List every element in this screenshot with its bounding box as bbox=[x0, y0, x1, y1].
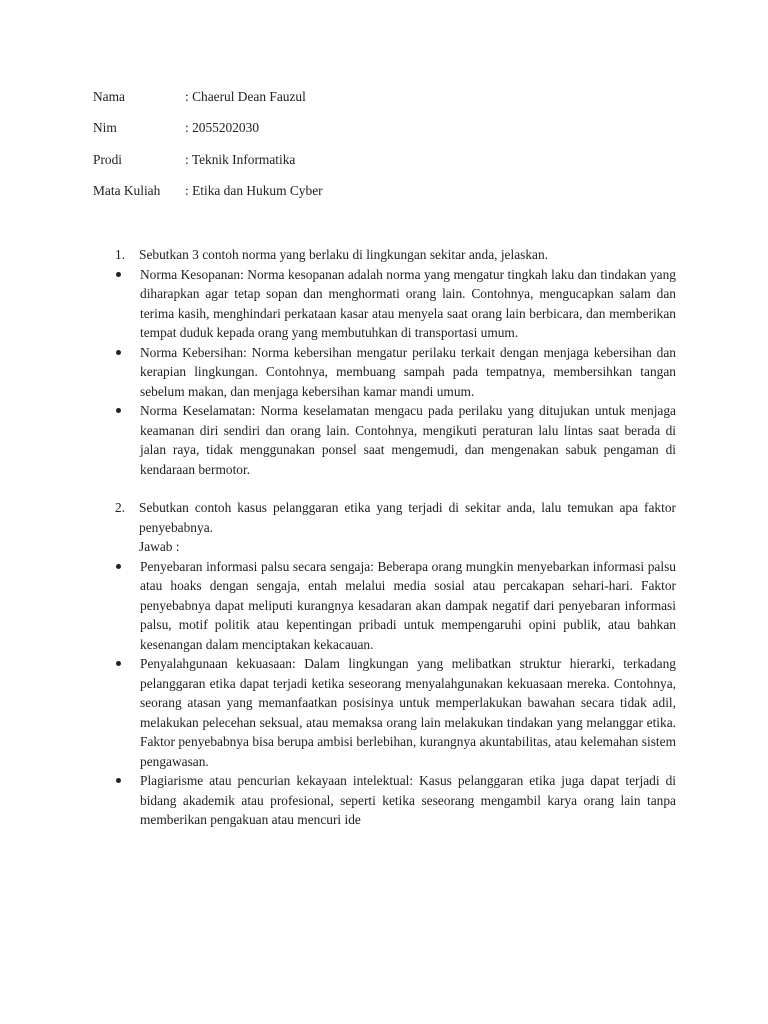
info-value: : Etika dan Hukum Cyber bbox=[185, 182, 323, 198]
question-2 bbox=[93, 498, 676, 830]
answer-item bbox=[93, 557, 676, 655]
info-row-nama bbox=[93, 87, 323, 118]
info-label: Mata Kuliah bbox=[93, 182, 161, 198]
answer-text: Plagiarisme atau pencurian kekayaan intelektual: Kasus pelanggaran etika juga dapat terjadi di bidang akademik atau profesional, seperti ketika seseorang mengambil karya orang lain tanpa memberikan pengakuan atau mencuri ide bbox=[140, 773, 676, 827]
info-value: : 2055202030 bbox=[185, 120, 260, 136]
info-row-nim bbox=[93, 118, 323, 149]
question-number: 1. bbox=[115, 247, 126, 262]
info-label: Nama bbox=[93, 89, 125, 104]
answer-item bbox=[93, 401, 676, 479]
answer-list bbox=[139, 265, 676, 480]
answer-item bbox=[93, 265, 676, 343]
bullet-icon bbox=[116, 564, 121, 569]
student-info bbox=[93, 87, 323, 212]
question-text: Sebutkan contoh kasus pelanggaran etika yang terjadi di sekitar anda, lalu temukan apa faktor penyebabnya. bbox=[139, 500, 676, 535]
question-list bbox=[93, 245, 676, 830]
question-number: 2. bbox=[115, 500, 126, 515]
bullet-icon bbox=[116, 661, 121, 666]
bullet-icon bbox=[116, 272, 121, 277]
answer-item bbox=[93, 771, 676, 830]
info-row-prodi bbox=[93, 150, 323, 181]
info-label: Prodi bbox=[93, 151, 123, 167]
answer-text: Norma Kesopanan: Norma kesopanan adalah norma yang mengatur tingkah laku dan tindakan yang diharapkan agar tetap sopan dan menghormati orang lain. Contohnya, mengucapkan salam dan terima kasih, menghindari perkataan kasar atau menyela saat orang lain berbicara, dan memberikan tempat duduk kepada orang yang membutuhkan di transportasi umum. bbox=[140, 266, 676, 340]
answer-text: Penyebaran informasi palsu secara sengaja: Beberapa orang mungkin menyebarkan informasi palsu atau hoaks dengan sengaja, entah melalui media sosial atau percakapan sehari-hari. Faktor penyebabnya dapat meliputi kurangnya kesadaran akan dampak negatif dari penyebaran informasi palsu, motif politik atau kepentingan pribadi untuk mempengaruhi opini publik, atau bahkan kesenangan dalam menciptakan kekacauan. bbox=[140, 558, 676, 652]
answer-item bbox=[93, 343, 676, 402]
info-label: Nim bbox=[93, 120, 117, 136]
answer-list bbox=[139, 557, 676, 830]
answer-item bbox=[93, 654, 676, 771]
bullet-icon bbox=[116, 408, 121, 413]
answer-label: Jawab : bbox=[139, 539, 180, 554]
info-value: : Chaerul Dean Fauzul bbox=[185, 89, 306, 104]
bullet-icon bbox=[116, 778, 121, 783]
answer-text: Penyalahgunaan kekuasaan: Dalam lingkungan yang melibatkan struktur hierarki, terkadang pelanggaran etika dapat terjadi ketika seseorang menyalahgunakan kekuasaan mereka. Contohnya, seorang atasan yang memanfaatkan posisinya untuk memperlakukan bawahan secara tidak adil, melakukan pelecehan seksual, atau memaksa orang lain melakukan tindakan yang melanggar etika. Faktor penyebabnya bisa berupa ambisi berlebihan, kurangnya akuntabilitas, atau kelemahan sistem pengawasan. bbox=[140, 656, 676, 769]
question-text: Sebutkan 3 contoh norma yang berlaku di lingkungan sekitar anda, jelaskan. bbox=[139, 247, 549, 262]
answer-text: Norma Kebersihan: Norma kebersihan mengatur perilaku terkait dengan menjaga kebersihan dan kerapian lingkungan. Contohnya, membuang sampah pada tempatnya, membersihkan tangan sebelum makan, dan menjaga kebersihan kamar mandi umum. bbox=[140, 344, 676, 399]
bullet-icon bbox=[116, 350, 121, 355]
question-1 bbox=[93, 245, 676, 479]
info-value: : Teknik Informatika bbox=[185, 151, 296, 167]
info-row-mata-kuliah bbox=[93, 181, 323, 212]
answer-text: Norma Keselamatan: Norma keselamatan mengacu pada perilaku yang ditujukan untuk menjaga keamanan diri sendiri dan orang lain. Contohnya, mengikuti peraturan lalu lintas saat berada di jalan raya, tidak menggunakan ponsel saat mengemudi, dan mengenakan sabuk pengaman di kendaraan bermotor. bbox=[140, 403, 676, 477]
